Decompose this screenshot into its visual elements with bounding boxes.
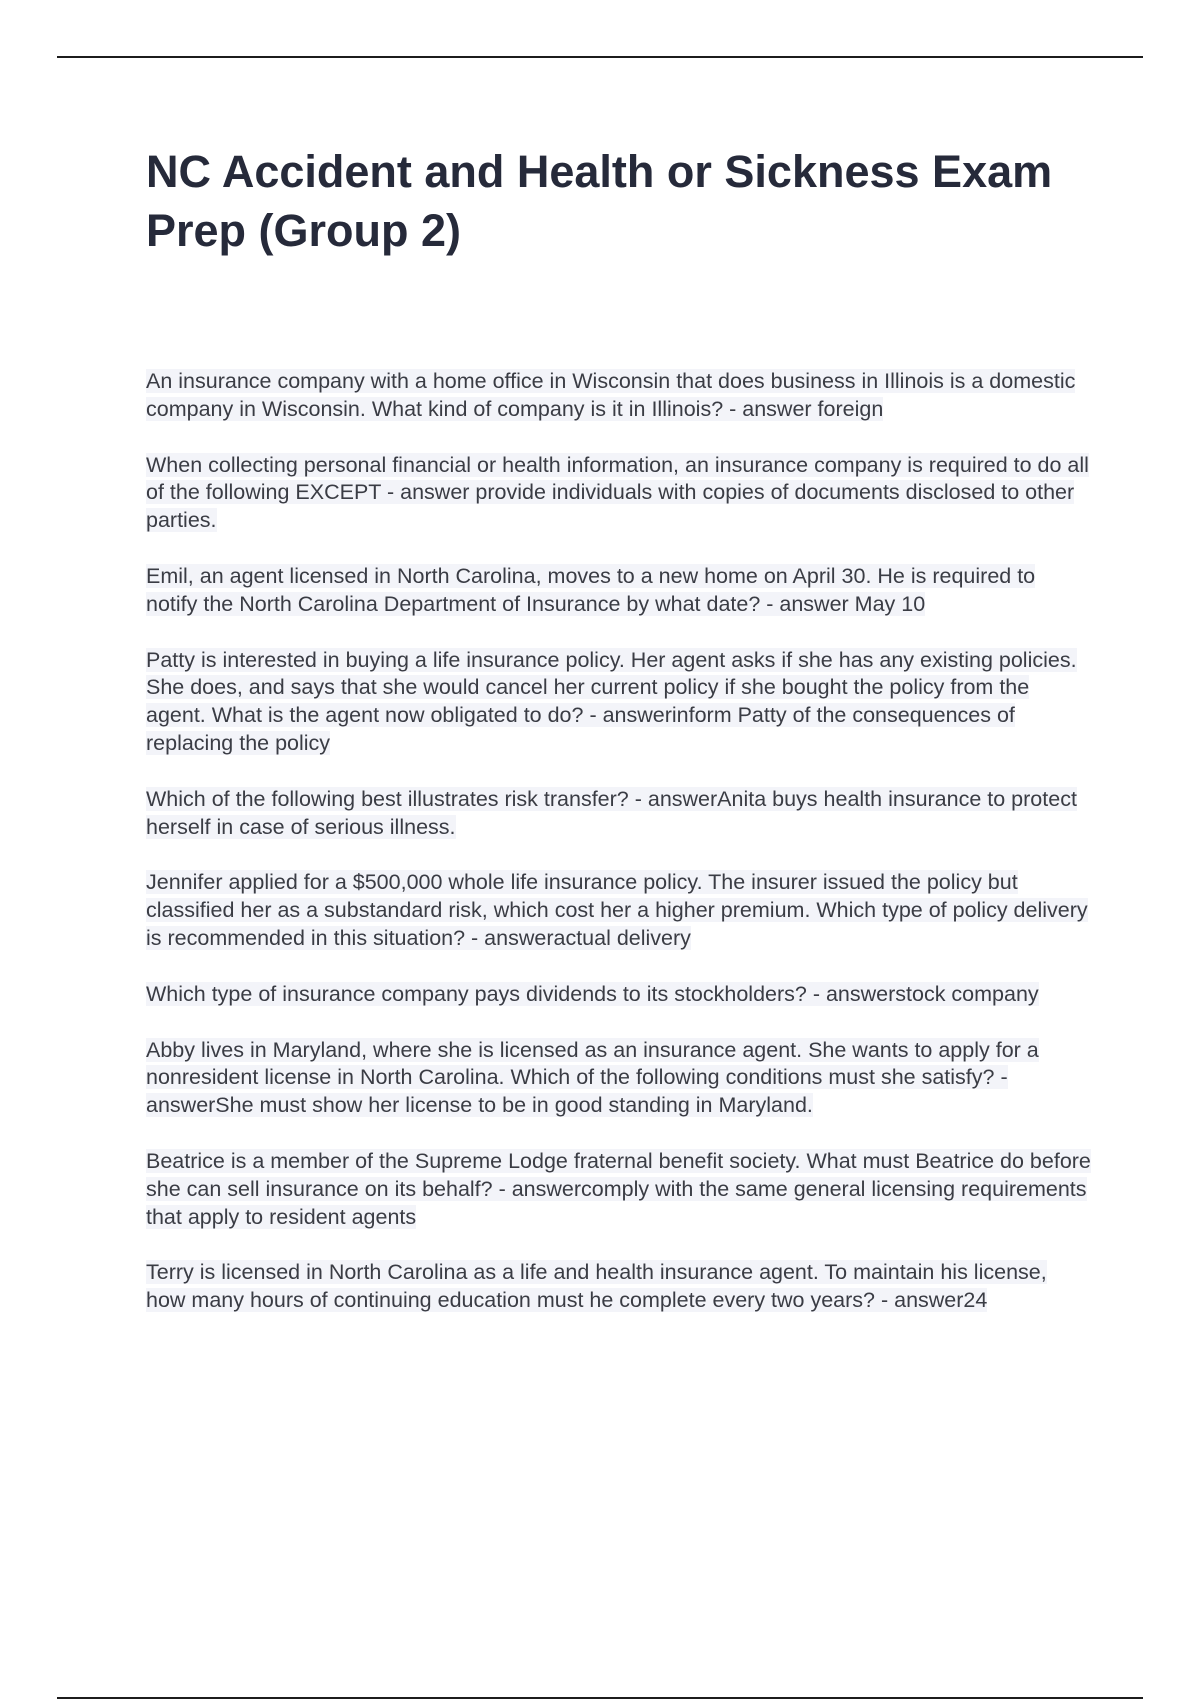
list-item — [146, 368, 1091, 424]
qa-text: Jennifer applied for a $500,000 whole life insurance policy. The insurer issued the policy but classified her as a substandard risk, which cost her a higher premium. Which type of policy delivery is recommended in this situation? - answeractual delivery — [146, 870, 1088, 950]
list-item — [146, 452, 1091, 535]
list-item — [146, 563, 1091, 619]
qa-text: Emil, an agent licensed in North Carolina, moves to a new home on April 30. He is required to notify the North Carolina Department of Insurance by what date? - answer May 10 — [146, 563, 1036, 616]
top-divider — [57, 56, 1143, 58]
list-item — [146, 647, 1091, 758]
list-item — [146, 869, 1091, 952]
qa-text: Beatrice is a member of the Supreme Lodge fraternal benefit society. What must Beatrice do before she can sell insurance on its behalf? - answercomply with the same general licensing requirements that apply to resident agents — [146, 1148, 1091, 1229]
list-item — [146, 786, 1091, 842]
qa-text: Abby lives in Maryland, where she is licensed as an insurance agent. She wants to apply for a nonresident license in North Carolina. Which of the following conditions must she satisfy? - answerShe must show her license to be in good standing in Maryland. — [146, 1037, 1039, 1118]
qa-text: Terry is licensed in North Carolina as a life and health insurance agent. To maintain his license, how many hours of continuing education must he complete every two years? - answer24 — [146, 1260, 1047, 1313]
bottom-divider — [57, 1697, 1143, 1699]
list-item — [146, 981, 1091, 1009]
qa-text: Which type of insurance company pays dividends to its stockholders? - answerstock company — [146, 981, 1039, 1006]
qa-text: When collecting personal financial or health information, an insurance company is required to do all of the following EXCEPT - answer provide individuals with copies of documents disclosed to other parties. — [146, 452, 1089, 533]
qa-text: Which of the following best illustrates risk transfer? - answerAnita buys health insurance to protect herself in case of serious illness. — [146, 786, 1077, 839]
list-item — [146, 1037, 1091, 1120]
list-item — [146, 1259, 1091, 1315]
qa-text: An insurance company with a home office in Wisconsin that does business in Illinois is a domestic company in Wisconsin. What kind of company is it in Illinois? - answer foreign — [146, 369, 1076, 421]
qa-text: Patty is interested in buying a life insurance policy. Her agent asks if she has any existing policies. She does, and says that she would cancel her current policy if she bought the policy from the agent. What is the agent now obligated to do? - answerinform Patty of the consequences of replacing the policy — [146, 647, 1077, 755]
list-item — [146, 1148, 1091, 1231]
page-title: NC Accident and Health or Sickness Exam Prep (Group 2) — [146, 146, 1053, 256]
qa-list — [146, 368, 1091, 1343]
